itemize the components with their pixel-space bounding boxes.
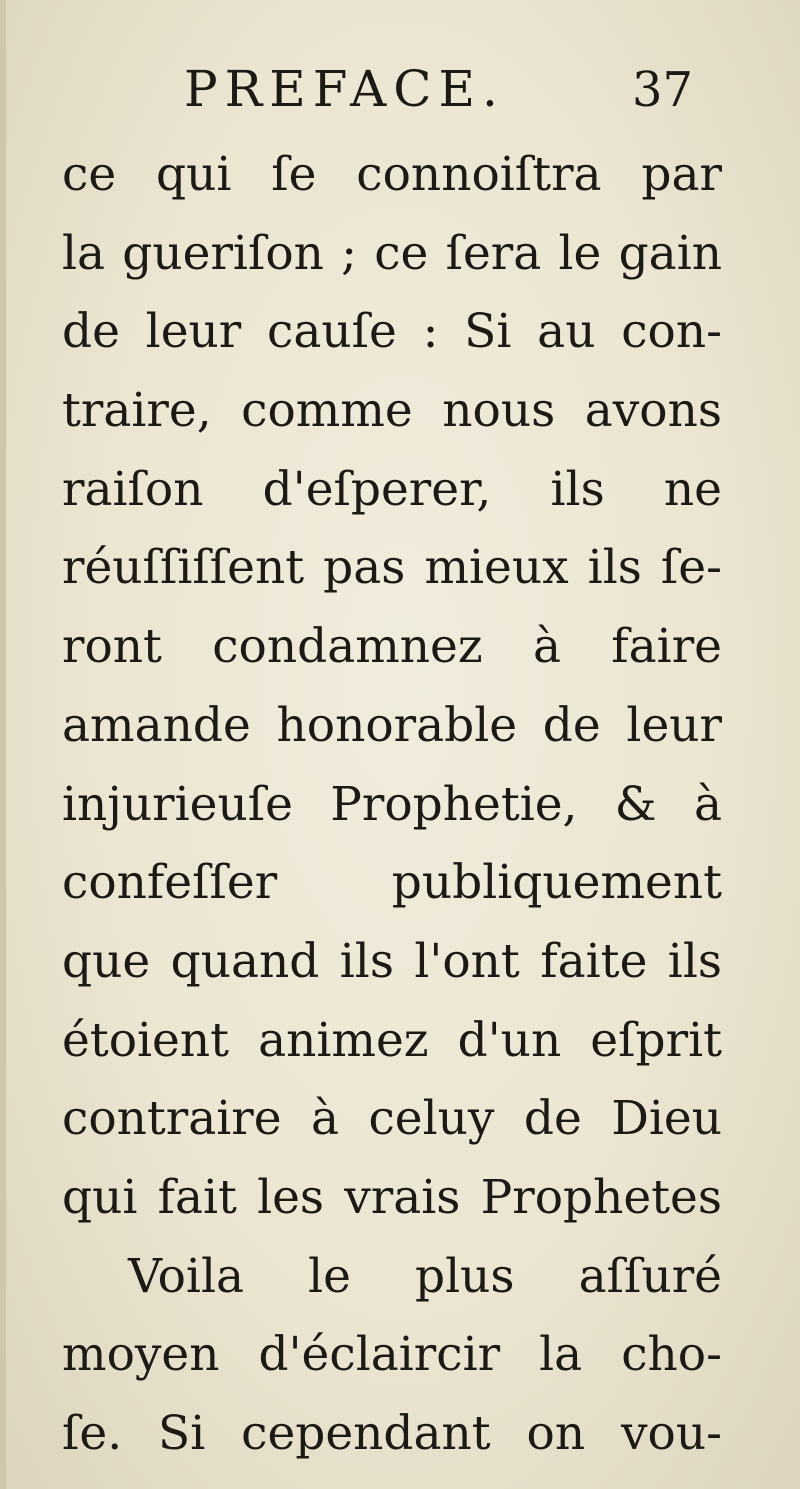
text-line: qui fait les vrais Prophetes — [62, 1169, 722, 1225]
text-line: de leur cauſe : Si au con- — [62, 304, 722, 360]
text-line: contraire à celuy de Dieu — [62, 1091, 722, 1147]
text-line: confeſſer publiquement — [62, 855, 722, 911]
text-line: amande honorable de leur — [62, 697, 722, 753]
text-line: ſe. Si cependant on vou- — [62, 1406, 722, 1461]
text-line: injurieuſe Prophetie, & à — [62, 776, 722, 832]
text-line: réuſſiſſent pas mieux ils ſe- — [62, 540, 722, 596]
text-line: la gueriſon ; ce ſera le gain — [62, 225, 722, 281]
body-text — [62, 136, 722, 1474]
text-line: raiſon d'eſperer, ils ne — [62, 461, 722, 517]
text-line: moyen d'éclaircir la cho- — [62, 1327, 722, 1383]
paragraph-start-line: Voila le plus aſſuré — [128, 1248, 722, 1304]
text-line: étoient animez d'un eſprit — [62, 1012, 722, 1068]
page-number: 37 — [632, 62, 694, 118]
text-line: que quand ils l'ont faite ils — [62, 933, 722, 989]
running-title: PREFACE. — [184, 60, 505, 118]
text-line: traire, comme nous avons — [62, 383, 722, 439]
text-line: ce qui ſe connoiſtra par — [62, 147, 722, 202]
text-line: ront condamnez à faire — [62, 619, 722, 675]
page-header — [6, 60, 800, 130]
